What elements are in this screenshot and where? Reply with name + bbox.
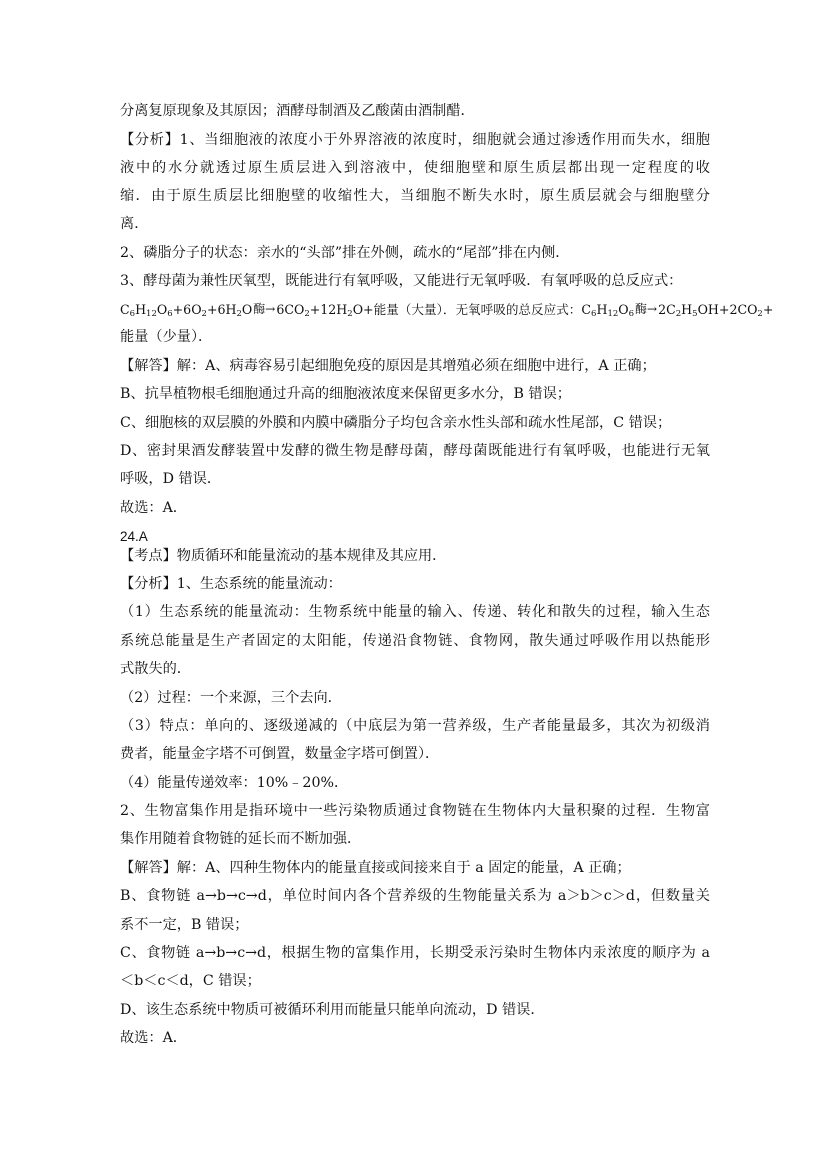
text-line: 【分析】1、当细胞液的浓度小于外界溶液的浓度时，细胞就会通过渗透作用而失水，细胞	[120, 132, 710, 148]
text-line: 2、磷脂分子的状态：亲水的“头部”排在外侧，疏水的“尾部”排在内侧．	[120, 245, 570, 261]
text-line: 故选：A．	[120, 500, 187, 516]
text-line: C、食物链 a→b→c→d，根据生物的富集作用，长期受汞污染时生物体内汞浓度的顺序为 a	[120, 945, 710, 961]
text-line: 【分析】1、生态系统的能量流动：	[120, 576, 342, 592]
aerobic-products: $6CO_2+12H_2O+$能量（大量）	[276, 302, 443, 319]
text-line: 式散失的．	[120, 661, 191, 677]
text-line: B、抗旱植物根毛细胞通过升高的细胞液浓度来保留更多水分，B 错误；	[120, 386, 571, 402]
text-line: 能量（少量）．	[120, 329, 213, 345]
text-line: B、食物链 a→b→c→d，单位时间内各个营养级的生物能量关系为 a＞b＞c＞d，但数量关	[120, 888, 710, 904]
anaerobic-products: $2C_2H_5OH+2CO_2+$	[658, 302, 774, 319]
text-line: D、密封果酒发酵装置中发酵的微生物是酵母菌，酵母菌既能进行有氧呼吸，也能进行无氧	[120, 443, 710, 459]
text-line: （2）过程：一个来源，三个去向．	[120, 690, 342, 706]
text-line: 缩．由于原生质层比细胞壁的收缩性大，当细胞不断失水时，原生质层就会与细胞壁分	[120, 188, 710, 204]
text-line: 费者，能量金字塔不可倒置，数量金字塔可倒置）．	[120, 746, 440, 762]
text-line: 3、酵母菌为兼性厌氧型，既能进行有氧呼吸，又能进行无氧呼吸．有氧呼吸的总反应式：	[120, 273, 683, 289]
question-number: 24.A	[120, 529, 148, 544]
text-line: 2、生物富集作用是指环境中一些污染物质通过食物链在生物体内大量积聚的过程．生物富	[120, 803, 710, 819]
anaerobic-reactant: $C_6H_{12}O_6$	[581, 302, 635, 319]
formula-middle-text: ．无氧呼吸的总反应式：	[442, 302, 582, 317]
text-line: （3）特点：单向的、逐级递减的（中底层为第一营养级，生产者能量最多，其次为初级消	[120, 718, 710, 734]
respiration-formula	[120, 299, 774, 324]
text-line: C、细胞核的双层膜的外膜和内膜中磷脂分子均包含亲水性头部和疏水性尾部，C 错误；	[120, 415, 672, 431]
text-line: 液中的水分就透过原生质层进入到溶液中，使细胞壁和原生质层都出现一定程度的收	[120, 160, 710, 176]
aerobic-reactants: $C_6H_{12}O_6+6O_2+6H_2O$	[120, 302, 253, 319]
text-line: 系统总能量是生产者固定的太阳能，传递沿食物链、食物网，散失通过呼吸作用以热能形	[120, 633, 710, 649]
text-line: 系不一定，B 错误；	[120, 917, 249, 933]
text-line: 呼吸，D 错误．	[120, 471, 222, 487]
text-line: 离．	[120, 216, 149, 232]
enzyme-arrow: 酶→	[253, 302, 276, 316]
text-line: ＜b＜c＜d，C 错误；	[120, 973, 261, 989]
text-line: （4）能量传递效率：10%﹣20%．	[120, 775, 349, 791]
text-line: 【考点】物质循环和能量流动的基本规律及其应用．	[120, 548, 447, 564]
enzyme-arrow: 酶→	[635, 302, 658, 316]
text-line: 故选：A．	[120, 1030, 187, 1046]
text-line: （1）生态系统的能量流动：生物系统中能量的输入、传递、转化和散失的过程，输入生态	[120, 604, 710, 620]
text-line: 【解答】解：A、病毒容易引起细胞免疫的原因是其增殖必须在细胞中进行，A 正确；	[120, 358, 656, 374]
text-line: 【解答】解：A、四种生物体内的能量直接或间接来自于 a 固定的能量，A 正确；	[120, 860, 631, 876]
text-line: D、该生态系统中物质可被循环利用而能量只能单向流动，D 错误．	[120, 1002, 545, 1018]
text-line: 分离复原现象及其原因；酒酵母制酒及乙酸菌由酒制醋．	[120, 103, 475, 119]
text-line: 集作用随着食物链的延长而不断加强．	[120, 831, 362, 847]
